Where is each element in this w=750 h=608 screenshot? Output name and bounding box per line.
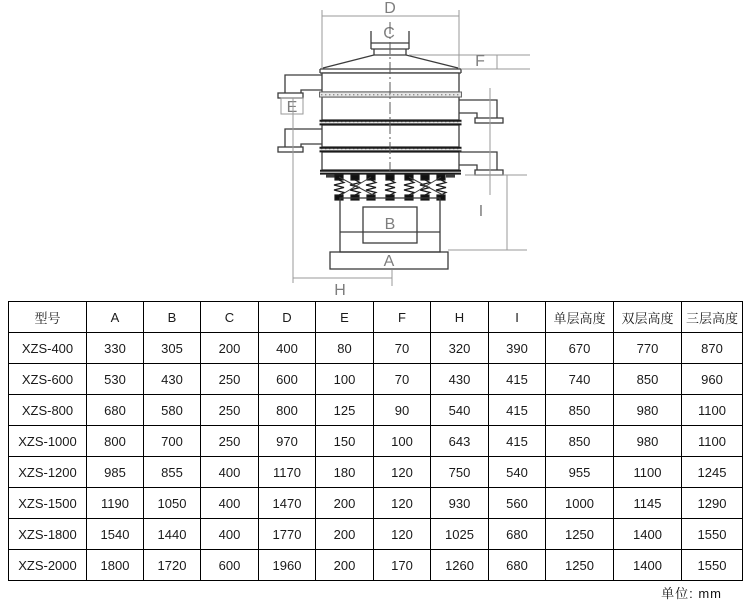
table-cell: 1025 (431, 519, 489, 550)
table-cell: 600 (259, 364, 316, 395)
table-cell: 120 (374, 457, 431, 488)
table-cell: 430 (431, 364, 489, 395)
table-cell: 680 (87, 395, 144, 426)
table-cell: 1800 (87, 550, 144, 581)
table-cell: 1050 (144, 488, 201, 519)
table-cell: 855 (144, 457, 201, 488)
table-row (9, 364, 743, 395)
table-cell: 415 (489, 395, 546, 426)
table-row (9, 519, 743, 550)
table-header-cell: D (259, 302, 316, 333)
table-cell: 960 (682, 364, 743, 395)
springs (334, 175, 446, 200)
table-header-cell: H (431, 302, 489, 333)
table-cell: 1000 (546, 488, 614, 519)
table-cell: 530 (87, 364, 144, 395)
model-cell: XZS-400 (9, 333, 87, 364)
table-row (9, 333, 743, 364)
dim-label-d: D (384, 0, 396, 17)
table-header-cell: I (489, 302, 546, 333)
dim-label-c: C (383, 25, 395, 42)
table-cell: 200 (316, 550, 374, 581)
table-cell: 390 (489, 333, 546, 364)
table-cell: 540 (431, 395, 489, 426)
dim-label-e: E (286, 99, 298, 116)
table-cell: 200 (316, 488, 374, 519)
outlet-lower-left (278, 129, 322, 152)
table-cell: 800 (259, 395, 316, 426)
table-header-cell: 双层高度 (614, 302, 682, 333)
table-cell: 170 (374, 550, 431, 581)
table-cell: 930 (431, 488, 489, 519)
table-cell: 1145 (614, 488, 682, 519)
table-cell: 670 (546, 333, 614, 364)
table-cell: 180 (316, 457, 374, 488)
table-cell: 1245 (682, 457, 743, 488)
table-body (9, 333, 743, 581)
table-header-cell: A (87, 302, 144, 333)
table-cell: 1100 (682, 395, 743, 426)
table-cell: 400 (201, 519, 259, 550)
table-cell: 150 (316, 426, 374, 457)
table-cell: 985 (87, 457, 144, 488)
table-cell: 1960 (259, 550, 316, 581)
table-cell: 1540 (87, 519, 144, 550)
table-cell: 1770 (259, 519, 316, 550)
table-row (9, 488, 743, 519)
table-cell: 1260 (431, 550, 489, 581)
table-row (9, 426, 743, 457)
model-cell: XZS-800 (9, 395, 87, 426)
table-cell: 415 (489, 364, 546, 395)
table-cell: 1190 (87, 488, 144, 519)
model-cell: XZS-600 (9, 364, 87, 395)
vibrating-sieve-drawing (0, 0, 750, 300)
table-cell: 870 (682, 333, 743, 364)
table-cell: 540 (489, 457, 546, 488)
spec-table (8, 301, 743, 581)
table-cell: 1250 (546, 550, 614, 581)
table-cell: 100 (374, 426, 431, 457)
spring (385, 175, 395, 200)
dim-label-f: F (475, 53, 485, 70)
model-cell: XZS-1200 (9, 457, 87, 488)
model-cell: XZS-1000 (9, 426, 87, 457)
table-cell: 980 (614, 426, 682, 457)
table-cell: 80 (316, 333, 374, 364)
table-cell: 980 (614, 395, 682, 426)
table-cell: 415 (489, 426, 546, 457)
table-cell: 680 (489, 519, 546, 550)
table-cell: 125 (316, 395, 374, 426)
table-cell: 1720 (144, 550, 201, 581)
dim-label-h: H (334, 282, 346, 299)
outlet-lower-right (459, 152, 503, 175)
table-row (9, 457, 743, 488)
table-header-cell: F (374, 302, 431, 333)
table-header-cell: 型号 (9, 302, 87, 333)
table-cell: 850 (614, 364, 682, 395)
table-cell: 90 (374, 395, 431, 426)
machine-diagram (0, 0, 750, 300)
table-cell: 1250 (546, 519, 614, 550)
table-cell: 700 (144, 426, 201, 457)
table-cell: 100 (316, 364, 374, 395)
table-header-cell: 单层高度 (546, 302, 614, 333)
table-cell: 740 (546, 364, 614, 395)
table-cell: 70 (374, 333, 431, 364)
table-cell: 400 (259, 333, 316, 364)
model-cell: XZS-2000 (9, 550, 87, 581)
dimension-f (409, 55, 530, 69)
table-cell: 400 (201, 457, 259, 488)
table-cell: 580 (144, 395, 201, 426)
model-cell: XZS-1500 (9, 488, 87, 519)
dim-label-i: I (478, 203, 484, 220)
table-cell: 600 (201, 550, 259, 581)
dim-label-b: B (384, 216, 396, 233)
table-cell: 1170 (259, 457, 316, 488)
table-cell: 200 (201, 333, 259, 364)
table-header-cell: C (201, 302, 259, 333)
table-cell: 200 (316, 519, 374, 550)
table-cell: 250 (201, 395, 259, 426)
table-cell: 430 (144, 364, 201, 395)
table-cell: 850 (546, 426, 614, 457)
table-header-cell: B (144, 302, 201, 333)
table-cell: 560 (489, 488, 546, 519)
table-cell: 1290 (682, 488, 743, 519)
outlet-upper-right (459, 100, 503, 123)
table-cell: 305 (144, 333, 201, 364)
table-cell: 770 (614, 333, 682, 364)
table-cell: 1400 (614, 519, 682, 550)
table-row (9, 395, 743, 426)
table-cell: 850 (546, 395, 614, 426)
table-header-row (9, 302, 743, 333)
table-cell: 330 (87, 333, 144, 364)
table-cell: 1550 (682, 519, 743, 550)
table-cell: 120 (374, 488, 431, 519)
table-cell: 1100 (614, 457, 682, 488)
table-cell: 1550 (682, 550, 743, 581)
dim-label-a: A (383, 253, 395, 270)
table-cell: 970 (259, 426, 316, 457)
table-header-cell: 三层高度 (682, 302, 743, 333)
table-cell: 70 (374, 364, 431, 395)
table-cell: 250 (201, 426, 259, 457)
table-cell: 800 (87, 426, 144, 457)
table-cell: 320 (431, 333, 489, 364)
table-cell: 1400 (614, 550, 682, 581)
table-row (9, 550, 743, 581)
outlet-upper-left (278, 75, 322, 98)
table-cell: 1100 (682, 426, 743, 457)
dimension-i (448, 175, 527, 250)
table-cell: 120 (374, 519, 431, 550)
table-cell: 643 (431, 426, 489, 457)
unit-note: 单位: mm (661, 586, 722, 601)
table-cell: 250 (201, 364, 259, 395)
table-header-cell: E (316, 302, 374, 333)
table-cell: 750 (431, 457, 489, 488)
table-cell: 1440 (144, 519, 201, 550)
table-cell: 680 (489, 550, 546, 581)
table-cell: 1470 (259, 488, 316, 519)
table-cell: 955 (546, 457, 614, 488)
table-cell: 400 (201, 488, 259, 519)
model-cell: XZS-1800 (9, 519, 87, 550)
